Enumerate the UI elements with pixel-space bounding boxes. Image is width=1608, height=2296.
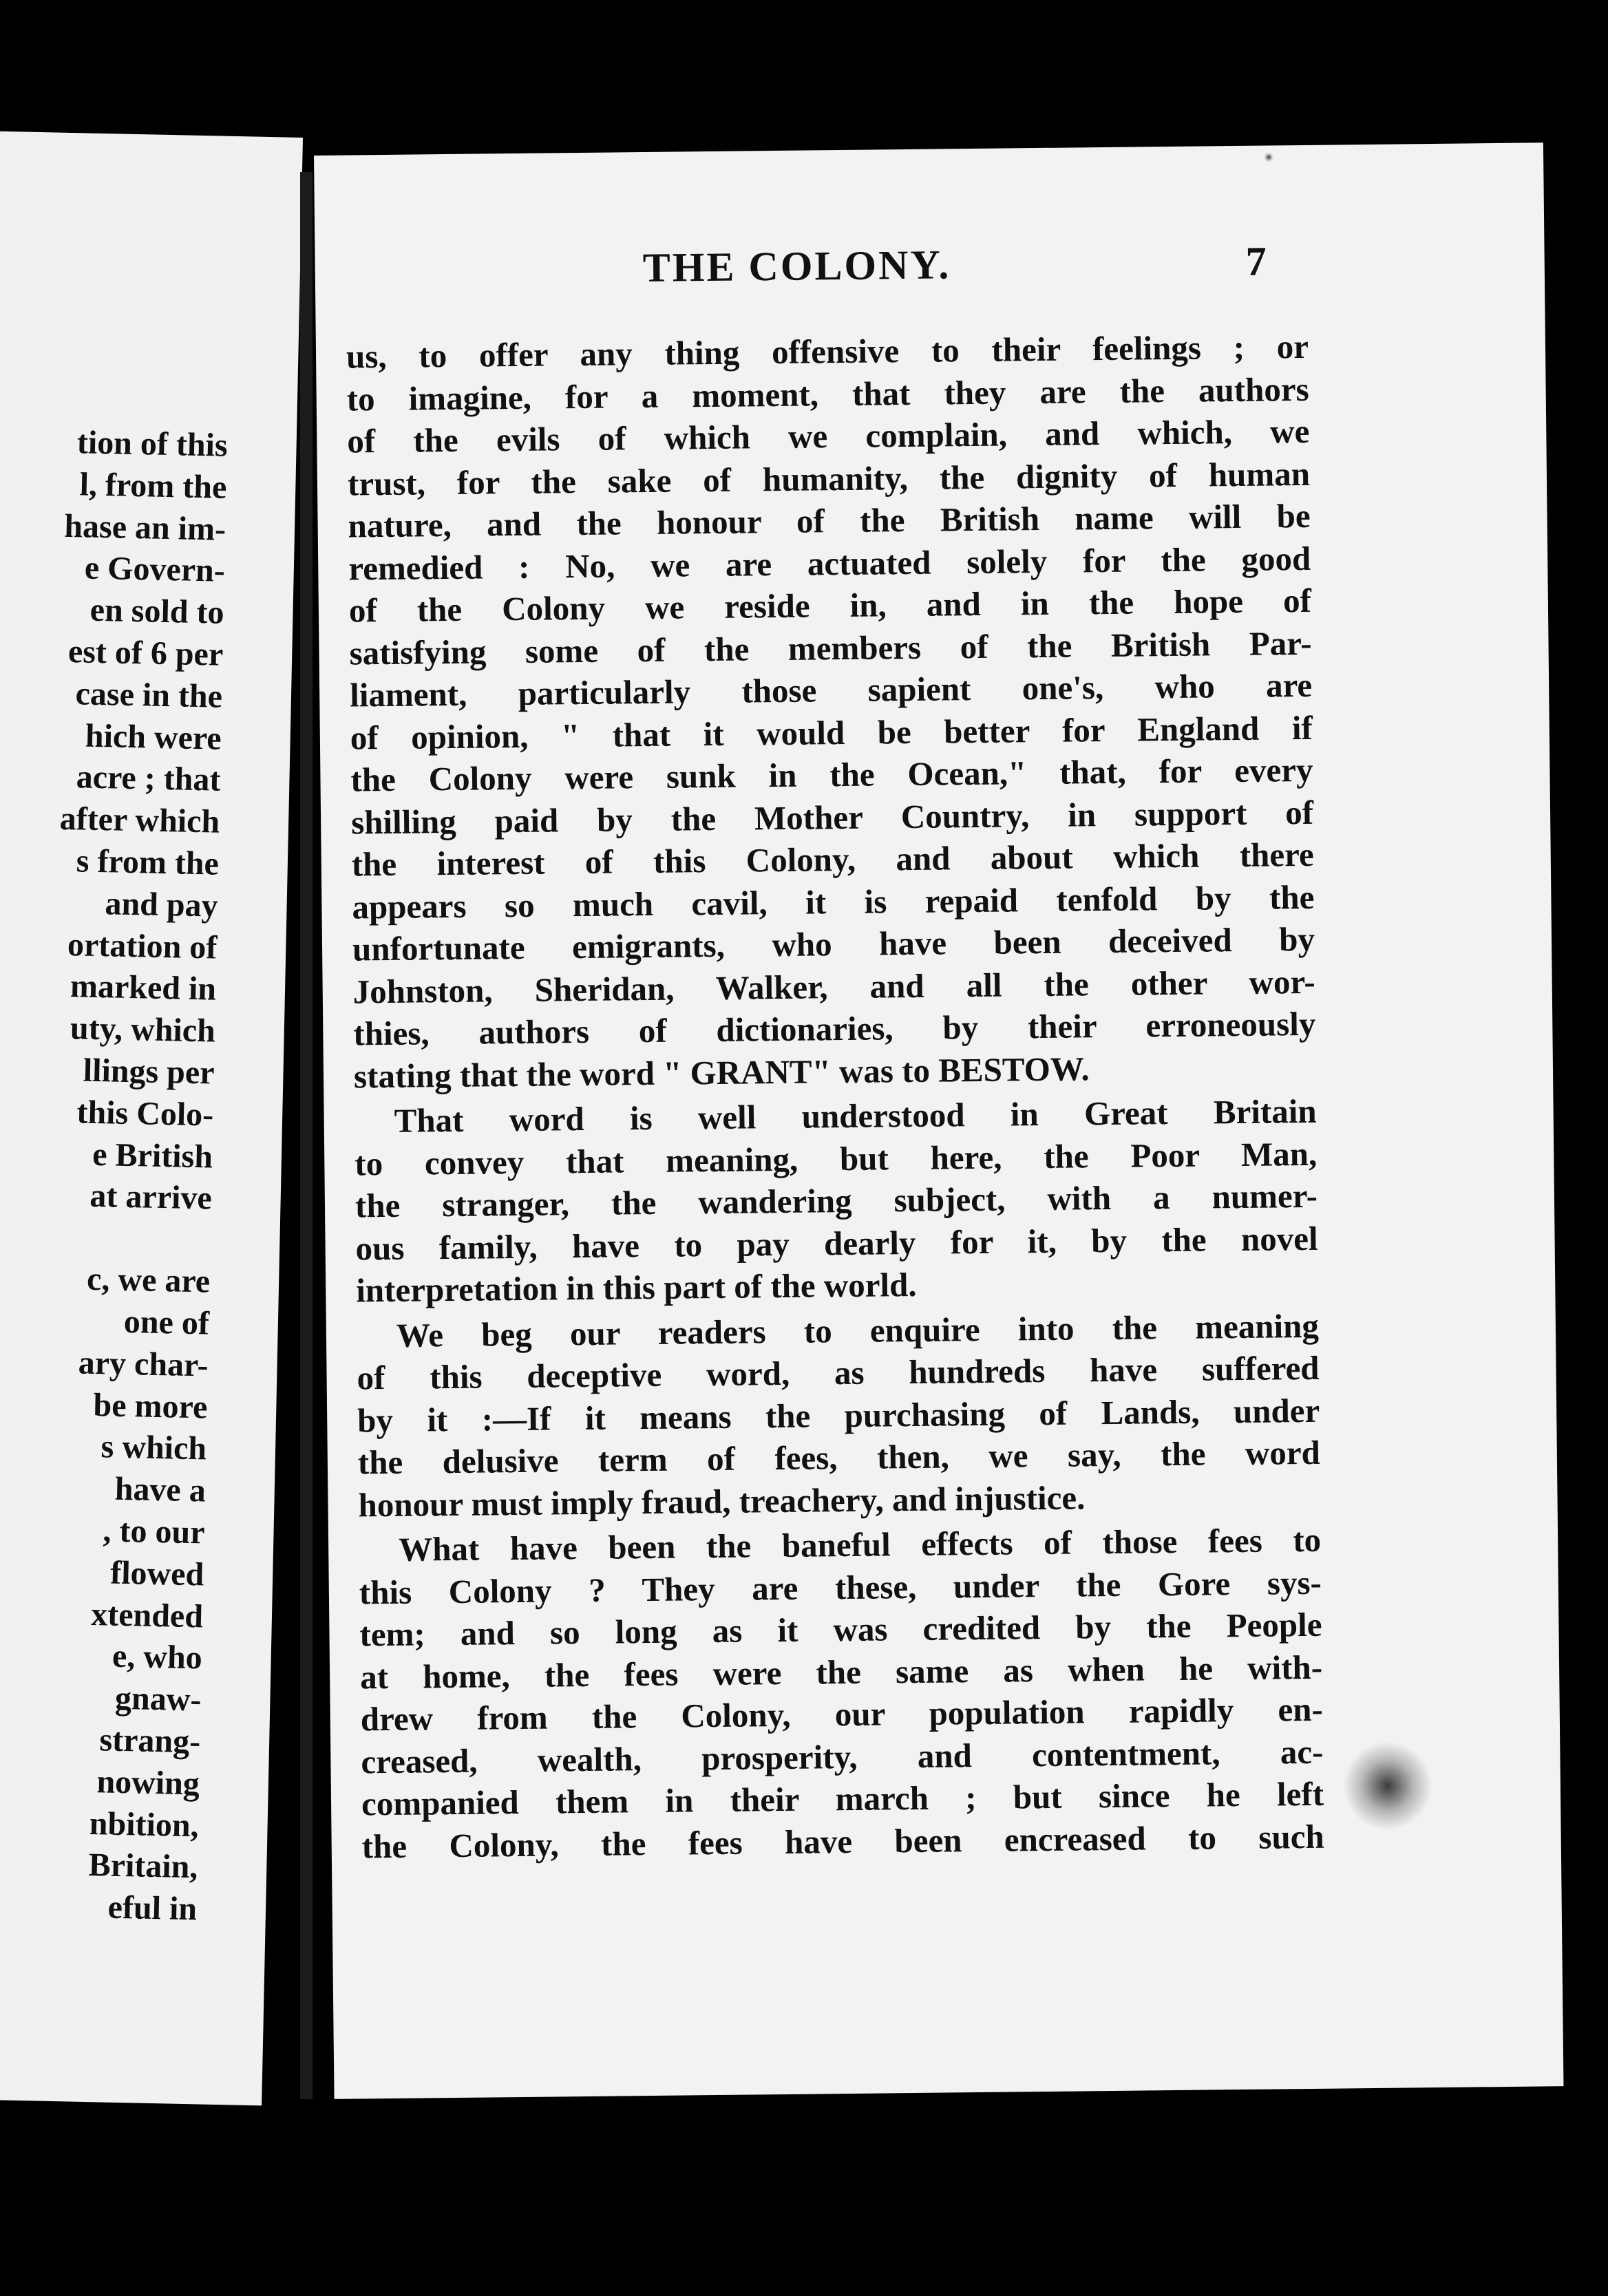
body-text (346, 326, 1324, 1868)
left-page-line: e Govern- (84, 549, 226, 590)
left-page-line: uty, which (70, 1010, 216, 1050)
left-page-line: ary char- (78, 1344, 209, 1384)
text-line: liament, particularly those sapient one's, who are (349, 666, 1313, 714)
text-line: unfortunate emigrants, who have been deceived by (352, 920, 1315, 968)
text-line: honour must imply fraud, treachery, and injustice. (358, 1478, 1086, 1524)
text-line: the delusive term of fees, then, we say, the word (357, 1433, 1321, 1482)
left-page-line: xtended (90, 1595, 204, 1635)
left-page-gap (0, 1215, 211, 1262)
book-spine (300, 172, 313, 2099)
ink-blot (1342, 1741, 1432, 1831)
running-head-title: THE COLONY. (642, 242, 951, 291)
text-line: nature, and the honour of the British name will be (348, 496, 1311, 545)
text-line: stating that the word " GRANT" was to BESTOW. (353, 1049, 1090, 1095)
left-page-line: s from the (76, 842, 220, 882)
text-line: ous family, have to pay dearly for it, by the novel (355, 1219, 1318, 1267)
left-page-line: hase an im- (63, 507, 226, 548)
left-page-line: , to our (103, 1512, 206, 1551)
left-page-line: marked in (70, 968, 217, 1008)
text-line: by it :—If it means the purchasing of Lands, under (357, 1391, 1320, 1439)
left-page-line: s which (100, 1428, 207, 1467)
text-line: appears so much cavil, it is repaid tenfold by the (352, 878, 1315, 926)
left-page-line: flowed (109, 1554, 204, 1593)
text-line: remedied : No, we are actuated solely for the good (348, 539, 1311, 588)
text-line: this Colony ? They are these, under the Gore sys- (359, 1563, 1322, 1611)
text-line: shilling paid by the Mother Country, in support of (350, 793, 1314, 841)
left-page-line: hich were (85, 717, 222, 757)
left-page-line: tion of this (76, 424, 229, 464)
ink-speck (1264, 152, 1273, 162)
text-line: of opinion, " that it would be better for England if (350, 708, 1313, 756)
left-page-line: have a (114, 1470, 207, 1509)
text-line: creased, wealth, prosperity, and contentment, ac- (361, 1732, 1324, 1781)
left-page-line: Britain, (88, 1847, 198, 1886)
left-page-line: e British (92, 1136, 213, 1176)
left-page-line: llings per (83, 1052, 215, 1092)
text-line: tem; and so long as it was credited by the People (359, 1605, 1322, 1654)
text-line: the Colony were sunk in the Ocean," that, for every (350, 750, 1313, 799)
text-line: interpretation in this part of the world. (355, 1265, 917, 1310)
left-page-line: gnaw- (114, 1679, 202, 1719)
text-line: drew from the Colony, our population rapidly en- (360, 1690, 1324, 1739)
text-line: of the evils of which we complain, and which, we (347, 412, 1310, 460)
text-line: Johnston, Sheridan, Walker, and all the other wor- (352, 962, 1315, 1010)
text-line: That word is well understood in Great Britain (394, 1092, 1317, 1140)
left-page-line: eful in (107, 1889, 198, 1928)
left-page-line: c, we are (86, 1260, 211, 1300)
left-page-line: ortation of (67, 926, 218, 966)
text-line: of this deceptive word, as hundreds have suffered (357, 1348, 1320, 1397)
text-line: trust, for the sake of humanity, the dignity of human (347, 454, 1311, 503)
left-page-line: after which (59, 800, 220, 840)
left-page-line: est of 6 per (67, 633, 224, 673)
left-page-line: l, from the (79, 466, 227, 506)
text-line: thies, authors of dictionaries, by their erroneously (353, 1004, 1316, 1053)
left-page (0, 131, 303, 2106)
left-page-line: nbition, (89, 1805, 200, 1844)
text-line: the stranger, the wandering subject, with a numer- (355, 1176, 1318, 1225)
text-line: to convey that meaning, but here, the Poor Man, (355, 1134, 1318, 1182)
right-page (314, 142, 1563, 2099)
left-page-line: one of (123, 1303, 210, 1342)
left-page-line: acre ; that (76, 758, 221, 799)
text-line: the interest of this Colony, and about which there (351, 835, 1315, 884)
text-line: the Colony, the fees have been encreased to such (361, 1817, 1324, 1865)
text-line: satisfying some of the members of the British Par- (349, 624, 1312, 672)
left-page-line: nowing (96, 1763, 200, 1803)
left-page-line: at arrive (89, 1178, 213, 1217)
left-page-line: this Colo- (76, 1094, 214, 1134)
left-page-text (0, 421, 228, 1931)
page-number: 7 (1245, 238, 1267, 284)
text-line: of the Colony we reside in, and in the hope of (348, 581, 1312, 630)
left-page-line: strang- (98, 1721, 201, 1761)
left-page-line: be more (93, 1386, 208, 1426)
text-line: What have been the baneful effects of those fees to (398, 1520, 1322, 1569)
text-line: us, to offer any thing offensive to their feelings ; or (346, 327, 1309, 376)
left-page-line: e, who (112, 1638, 203, 1677)
left-page-line: case in the (75, 675, 223, 715)
left-page-line: and pay (104, 884, 219, 924)
left-page-line: en sold to (89, 591, 225, 631)
text-line: at home, the fees were the same as when he with- (359, 1648, 1323, 1696)
text-line: We beg our readers to enquire into the meaning (396, 1306, 1320, 1354)
text-line: to imagine, for a moment, that they are the authors (346, 370, 1309, 418)
text-line: companied them in their march ; but since he left (361, 1774, 1324, 1823)
